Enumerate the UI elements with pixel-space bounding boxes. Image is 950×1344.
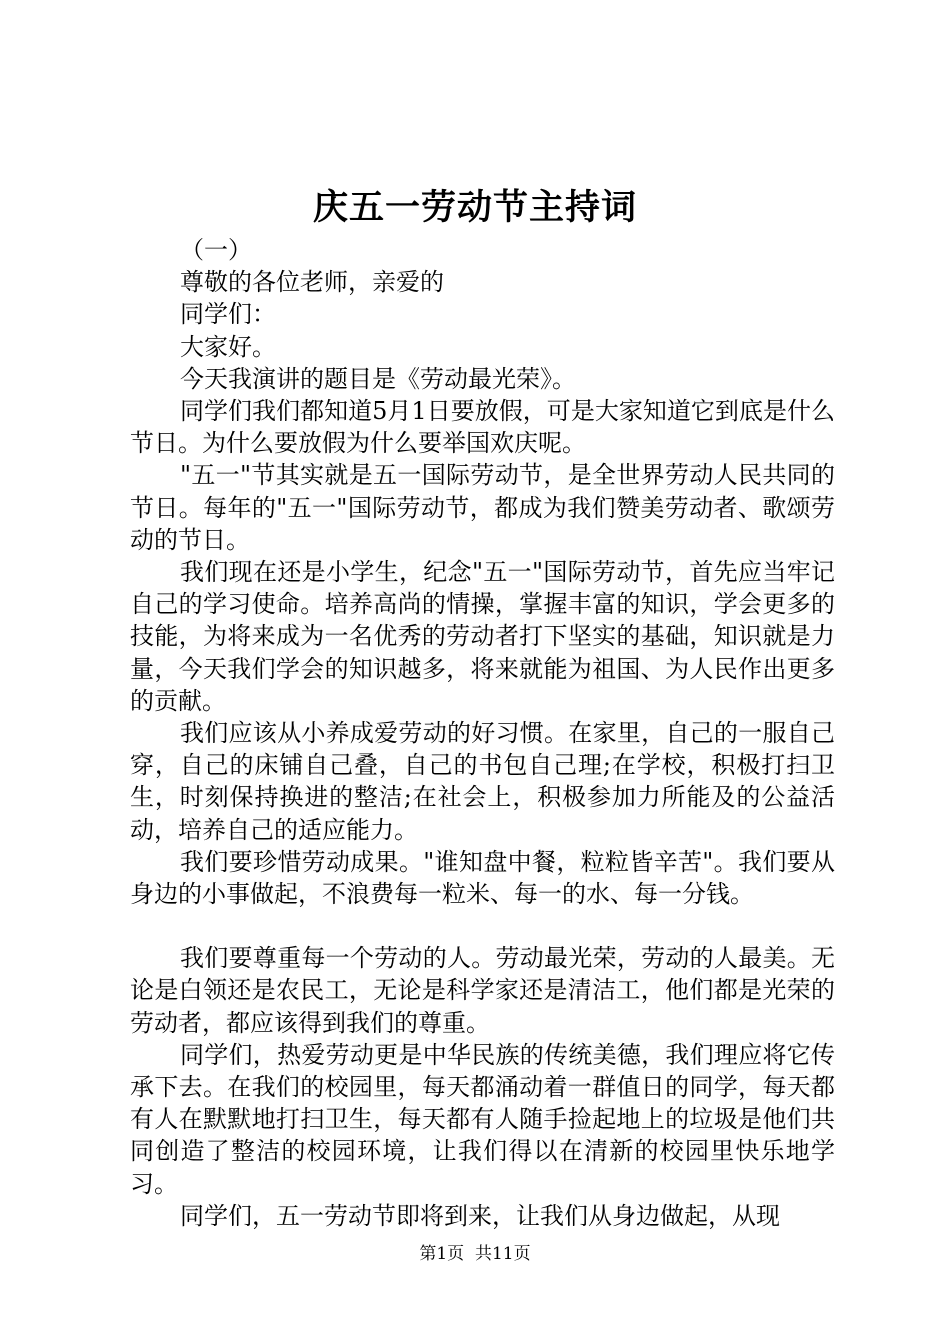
paragraph: "五一"节其实就是五一国际劳动节，是全世界劳动人民共同的节日。每年的"五一"国际劳动节，都成为我们赞美劳动者、歌颂劳动的节日。 [130,461,835,554]
paragraph: 我们应该从小养成爱劳动的好习惯。在家里，自己的一服自己穿，自己的床铺自己叠，自己的书包自己理;在学校，积极打扫卫生，时刻保持换进的整洁;在社会上，积极参加力所能及的公益活动，培养自己的适应能力。 [130,719,835,844]
paragraph: 我们要珍惜劳动成果。"谁知盘中餐，粒粒皆辛苦"。我们要从身边的小事做起，不浪费每一粒米、每一的水、每一分钱。 [130,847,835,909]
blank-line [130,910,835,942]
page-number: 第1页 共11页 [419,1244,531,1264]
paragraph: 我们要尊重每一个劳动的人。劳动最光荣，劳动的人最美。无论是白领还是农民工，无论是科学家还是清洁工，他们都是光荣的劳动者，都应该得到我们的尊重。 [130,944,835,1037]
paragraph: 大家好。 [180,332,276,361]
paragraph: 同学们，热爱劳动更是中华民族的传统美德，我们理应将它传承下去。在我们的校园里，每天都涌动着一群值日的同学，每天都有人在默默地打扫卫生，每天都有人随手捡起地上的垃圾是他们共同创造了整洁的校园环境，让我们得以在清新的校园里快乐地学习。 [130,1040,835,1198]
paragraph: 今天我演讲的题目是《劳动最光荣》。 [180,364,576,393]
paragraph: 同学们，五一劳动节即将到来，让我们从身边做起，从现 [180,1201,780,1230]
paragraph: （一） [180,236,252,264]
page-footer [0,1242,950,1266]
document-title: 庆五一劳动节主持词 [312,187,637,228]
paragraph: 同学们我们都知道5月1日要放假，可是大家知道它到底是什么节日。为什么要放假为什么要举国欢庆呢。 [130,397,835,458]
paragraph: 尊敬的各位老师，亲爱的 [180,268,444,297]
document-body [130,234,835,1232]
paragraph: 同学们： [180,300,276,329]
paragraph: 我们现在还是小学生，纪念"五一"国际劳动节，首先应当牢记自己的学习使命。培养高尚的情操，掌握丰富的知识，学会更多的技能，为将来成为一名优秀的劳动者打下坚实的基础，知识就是力量，今天我们学会的知识越多，将来就能为祖国、为人民作出更多的贡献。 [130,558,835,715]
